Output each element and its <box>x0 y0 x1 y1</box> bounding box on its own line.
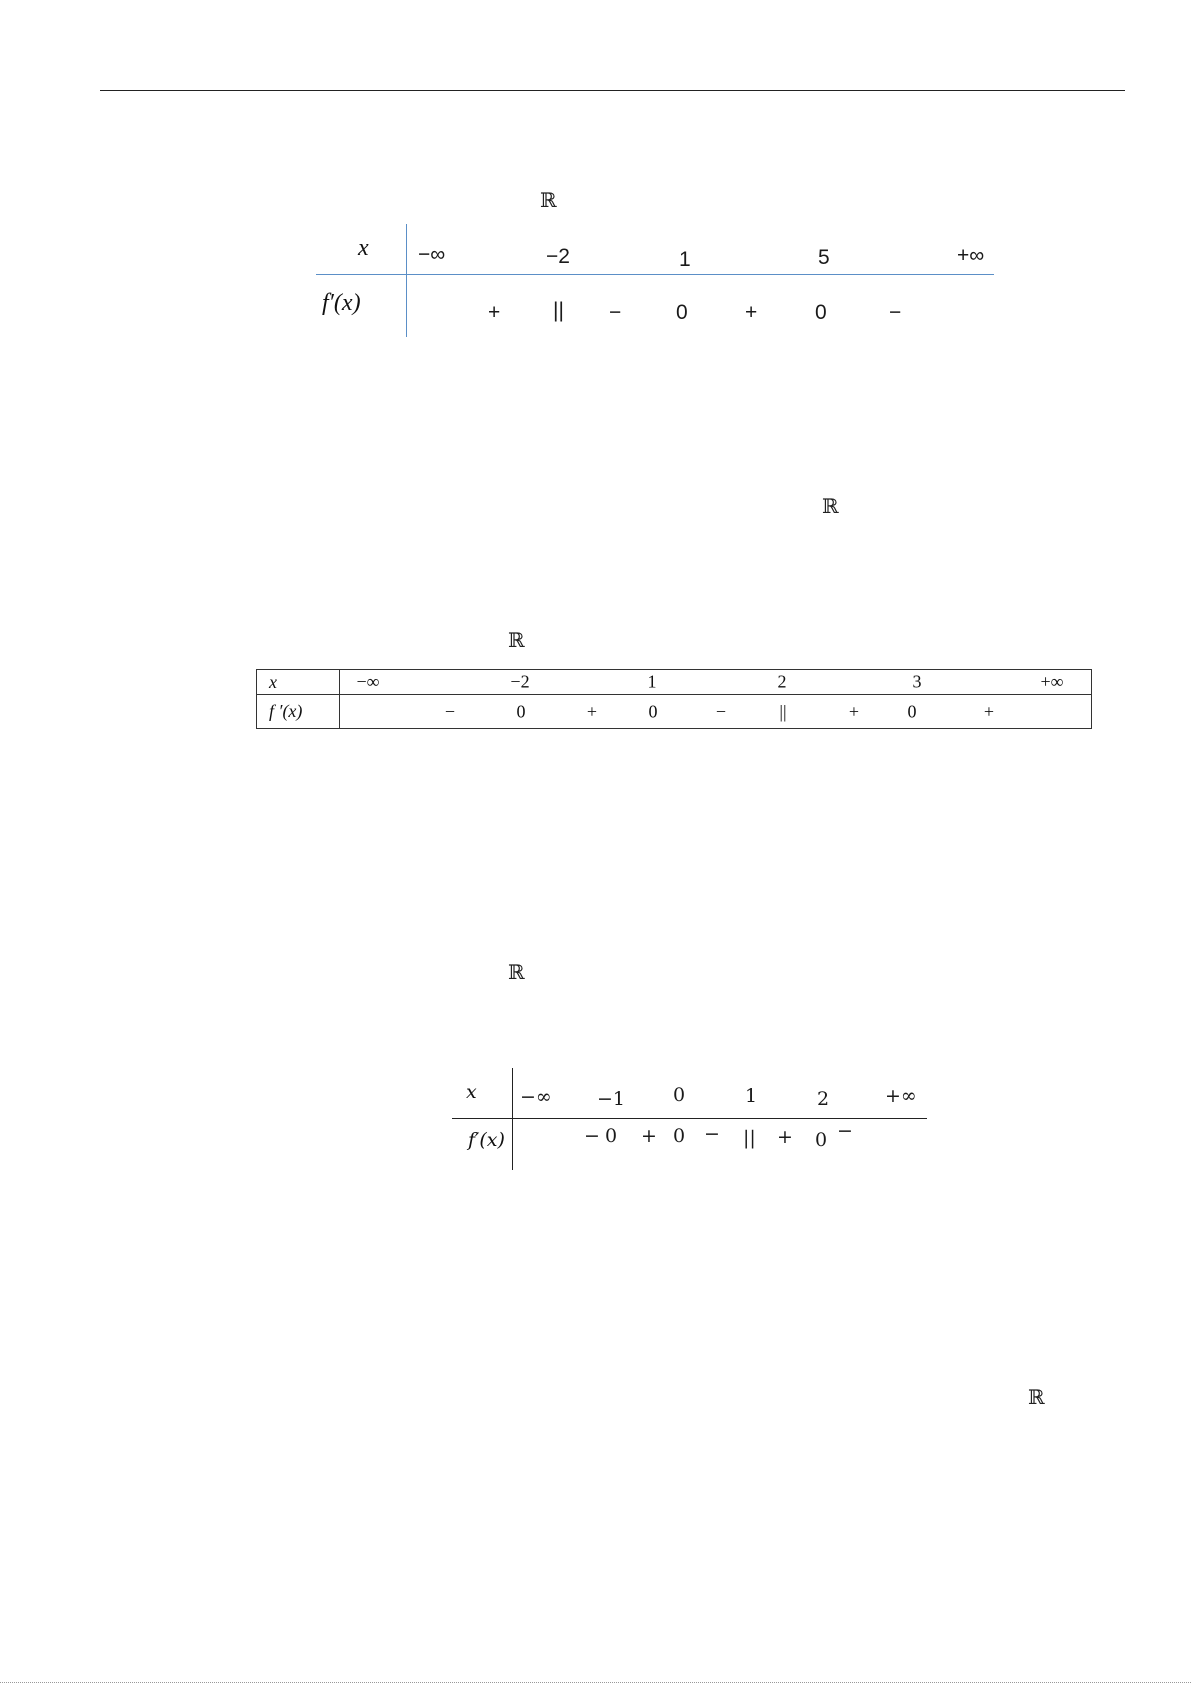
sign-table-grid <box>256 669 1092 729</box>
x-values-cell <box>340 670 1092 695</box>
sign-value: + <box>745 301 758 324</box>
x-value: 1 <box>679 248 691 271</box>
x-value: 5 <box>818 246 830 269</box>
x-value: 2 <box>777 671 787 692</box>
x-value: −1 <box>597 1088 626 1110</box>
sign-value: − <box>609 301 622 324</box>
sign-values-cell <box>340 695 1092 729</box>
sign-value: 0 <box>605 1125 618 1147</box>
x-value: −∞ <box>356 671 380 692</box>
sign-value: − <box>704 1123 720 1145</box>
x-value: +∞ <box>1040 671 1064 692</box>
reals-symbol: ℝ <box>508 960 525 984</box>
table-row <box>257 695 1092 729</box>
table-divider-vertical <box>512 1068 513 1170</box>
footer-rule <box>0 1682 1191 1683</box>
fprime-label: f′(x) <box>322 290 361 316</box>
x-value: 1 <box>745 1085 758 1107</box>
x-value: −2 <box>546 245 570 268</box>
sign-value: 0 <box>907 701 917 721</box>
sign-value: 0 <box>516 701 526 721</box>
x-label: x <box>466 1081 477 1103</box>
sign-value: − <box>837 1120 853 1142</box>
reals-symbol: ℝ <box>1028 1385 1045 1409</box>
sign-value: + <box>983 701 995 721</box>
x-value: +∞ <box>885 1085 917 1107</box>
x-value: −∞ <box>418 243 446 266</box>
fprime-label: f ′(x) <box>257 695 340 729</box>
x-value: 3 <box>912 671 922 692</box>
reals-symbol: ℝ <box>508 628 525 652</box>
sign-value: 0 <box>815 1129 828 1151</box>
sign-value: − <box>889 301 902 324</box>
table-row <box>257 670 1092 695</box>
x-value: 0 <box>673 1084 686 1106</box>
sign-value: 0 <box>676 301 688 324</box>
sign-value: − <box>444 701 456 721</box>
sign-value: || <box>779 701 787 721</box>
sign-value: 0 <box>648 701 658 721</box>
x-value: −∞ <box>520 1086 552 1108</box>
sign-value: 0 <box>673 1125 686 1147</box>
x-label: x <box>257 670 340 695</box>
sign-value: − <box>715 701 727 721</box>
table-divider-horizontal <box>316 274 994 275</box>
reals-symbol: ℝ <box>540 188 557 212</box>
x-label: x <box>358 235 369 261</box>
sign-value: + <box>488 301 501 324</box>
sign-value: 0 <box>815 301 827 324</box>
sign-value: + <box>586 701 598 721</box>
sign-value: + <box>777 1126 793 1148</box>
sign-value: || <box>743 1127 756 1149</box>
sign-value: || <box>553 299 564 322</box>
sign-value: + <box>848 701 860 721</box>
header-rule <box>100 90 1125 91</box>
x-value: 1 <box>647 671 657 692</box>
sign-value: − <box>584 1125 600 1147</box>
table-divider-horizontal <box>452 1118 927 1119</box>
x-value: 2 <box>817 1088 830 1110</box>
reals-symbol: ℝ <box>822 494 839 518</box>
table-divider-vertical <box>406 224 407 337</box>
sign-value: + <box>641 1125 657 1147</box>
x-value: +∞ <box>957 244 985 267</box>
fprime-label: f′(x) <box>468 1129 505 1151</box>
x-value: −2 <box>510 671 530 692</box>
